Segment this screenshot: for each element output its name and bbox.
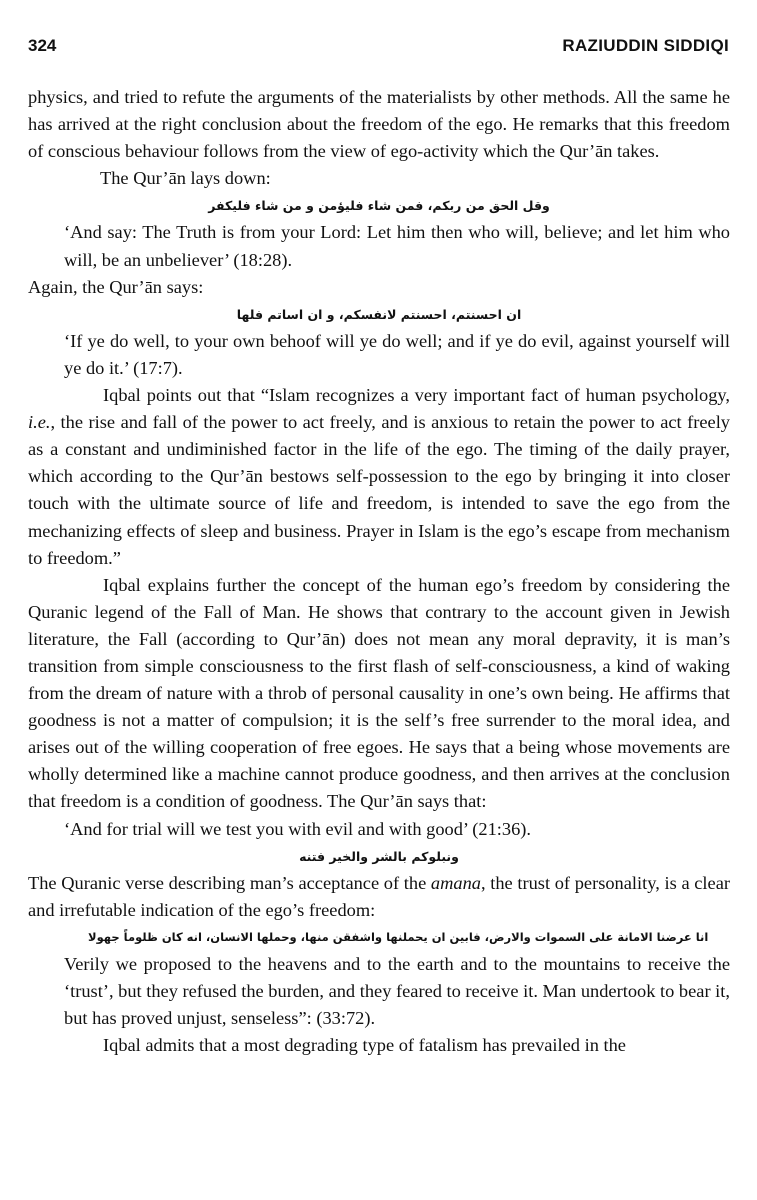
arabic-verse-4: انا عرضنا الامانة على السموات والارض، فابين ان يحملنها واشفقن منها، وحملها الانسان، انه كان ظلوماً جهولا xyxy=(88,929,709,944)
paragraph-4-part-b: , the rise and fall of the power to act freely, and is anxious to retain the power to act freely as a constant and undiminished factor in the life of the ego. The timing of the daily prayer, which according to the Qur’ān bestows self-possession to the ego by bringing it into closer touch with the ultimate source of life and freedom, is intended to save the ego from the mechanizing effects of sleep and business. Prayer in Islam is the ego’s escape from mechanism to freedom.” xyxy=(28,412,730,568)
page-body xyxy=(28,84,730,1059)
paragraph-3: Again, the Qur’ān says: xyxy=(28,276,204,297)
paragraph-4 xyxy=(28,382,730,572)
quote-3: ‘And for trial will we test you with evil and with good’ (21:36). xyxy=(64,818,532,839)
paragraph-1: physics, and tried to refute the arguments of the materialists by other methods. All the same he has arrived at the right conclusion about the freedom of the ego. He remarks that this freedom of conscious behaviour follows from the view of ego-activity which the Qur’ān takes. xyxy=(28,87,730,162)
paragraph-2: The Qur’ān lays down: xyxy=(100,168,271,189)
arabic-verse-1: وقل الحق من ربكم، فمن شاء فليؤمن و من شاء فليكفر xyxy=(208,198,550,214)
paragraph-6 xyxy=(28,870,730,924)
quote-2: ‘If ye do well, to your own behoof will ye do well; and if ye do evil, against yourself will ye do it.’ (17:7). xyxy=(64,330,730,378)
paragraph-6-part-b: , the trust of personality, is a clear and irrefutable indication of the ego’s freedom: xyxy=(28,872,730,920)
arabic-verse-2: ان احسنتم، احسنتم لانفسكم، و ان اساتم فلها xyxy=(236,306,522,322)
page-number: 324 xyxy=(28,36,57,55)
running-head: RAZIUDDIN SIDDIQI xyxy=(562,36,729,55)
paragraph-4-ie: i.e. xyxy=(28,412,51,433)
quote-4: Verily we proposed to the heavens and to the earth and to the mountains to receive the ‘trust’, but they refused the burden, and they feared to receive it. Man undertook to bear it, but has proved unjust, senseless”: (33:72). xyxy=(64,954,730,1029)
page-header xyxy=(28,36,729,58)
quote-1: ‘And say: The Truth is from your Lord: Let him then who will, believe; and let him who will, be an unbeliever’ (18:28). xyxy=(64,222,730,270)
paragraph-4-part-a: Iqbal points out that “Islam recognizes a very important fact of human psychology, xyxy=(103,385,730,406)
arabic-verse-3: ونبلوكم بالشر والخير فتنه xyxy=(299,848,459,864)
paragraph-5: Iqbal explains further the concept of the human ego’s freedom by considering the Quranic legend of the Fall of Man. He shows that contrary to the account given in Jewish literature, the Fall (according to Qur’ān) does not mean any moral depravity, it is man’s transition from simple consciousness to the first flash of self-consciousness, a kind of waking from the dream of nature with a throb of personal causality in one’s own being. He affirms that goodness is not a matter of compulsion; it is the self’s free surrender to the moral idea, and arises out of the willing cooperation of free egoes. He says that a being whose movements are wholly determined like a machine cannot produce goodness, and then arrives at the conclusion that freedom is a condition of goodness. The Qur’ān says that: xyxy=(28,574,730,812)
paragraph-6-part-a: The Quranic verse describing man’s acceptance of the xyxy=(28,872,431,893)
paragraph-6-amana: amana xyxy=(430,872,481,893)
paragraph-7: Iqbal admits that a most degrading type of fatalism has prevailed in the xyxy=(103,1035,626,1056)
